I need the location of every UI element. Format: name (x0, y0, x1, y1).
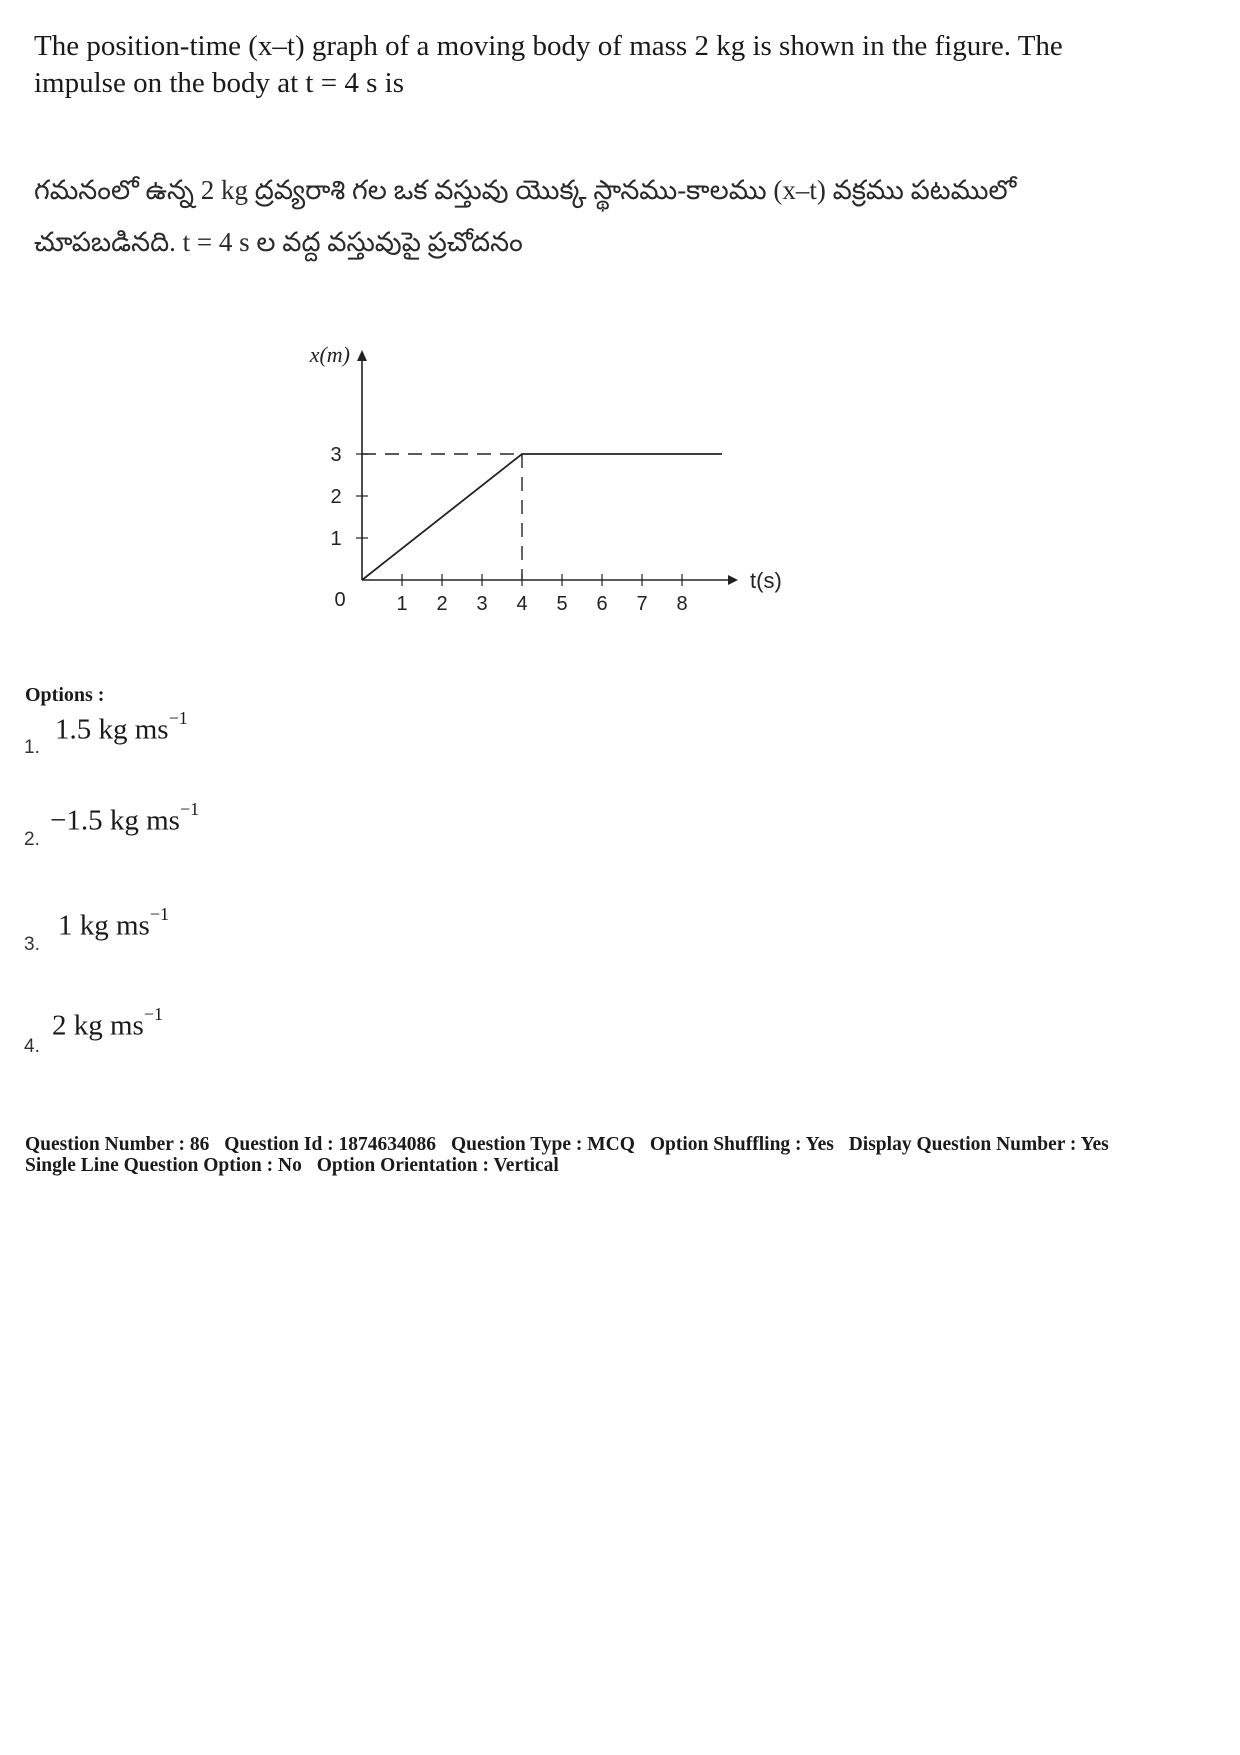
x-tick-label: 8 (676, 593, 688, 615)
option-4-number: 4. (24, 1036, 40, 1057)
y-axis-label: x(m) (309, 342, 350, 367)
option-1-exponent: −1 (168, 708, 188, 728)
x-axis-arrow (728, 575, 738, 585)
option-4[interactable] (52, 1004, 163, 1043)
option-3-number: 3. (24, 934, 40, 955)
options-title: Options : (25, 684, 105, 706)
option-1-value: 1.5 kg ms (55, 713, 169, 746)
option-shuffling: Option Shuffling : Yes (649, 1134, 834, 1155)
x-tick-label: 5 (556, 593, 568, 615)
option-3[interactable] (58, 904, 169, 943)
y-tick-label: 3 (330, 444, 342, 466)
display-question-number: Display Question Number : Yes (848, 1134, 1109, 1155)
option-3-value: 1 kg ms (58, 909, 150, 942)
option-2-number: 2. (24, 829, 40, 850)
option-4-exponent: −1 (143, 1004, 163, 1024)
option-2-value: −1.5 kg ms (50, 804, 180, 837)
question-english-line-2: impulse on the body at t = 4 s is (34, 67, 404, 99)
question-telugu-line-2: చూపబడినది. t = 4 s ల వద్ద వస్తువుపై ప్రచోదనం (34, 227, 523, 257)
series-line-position (362, 454, 722, 580)
metadata-line-1 (25, 1134, 1225, 1155)
option-1-number: 1. (24, 737, 40, 758)
single-line-option: Single Line Question Option : No (25, 1155, 302, 1176)
x-tick-label: 1 (396, 593, 408, 615)
x-tick-label: 2 (436, 593, 448, 615)
x-tick-label: 3 (476, 593, 488, 615)
option-2-exponent: −1 (179, 799, 200, 819)
option-3-exponent: −1 (149, 904, 169, 924)
x-axis-label: t(s) (750, 568, 782, 593)
question-english-line-1: The position-time (x–t) graph of a moving body of mass 2 kg is shown in the figure. The (34, 30, 1063, 62)
question-id: Question Id : 1874634086 (224, 1134, 437, 1155)
question-telugu (34, 164, 1214, 268)
option-orientation: Option Orientation : Vertical (316, 1155, 559, 1176)
x-tick-label: 7 (636, 593, 648, 615)
option-1[interactable] (55, 708, 188, 747)
question-metadata (25, 1134, 1225, 1176)
y-tick-label: 2 (330, 486, 342, 508)
origin-label: 0 (334, 589, 346, 611)
option-4-value: 2 kg ms (52, 1009, 144, 1042)
option-2[interactable] (50, 799, 200, 838)
question-telugu-line-1: గమనంలో ఉన్న 2 kg ద్రవ్యరాశి గల ఒక వస్తువు యొక్క స్థానము-కాలము (x–t) వక్రము పటములో (34, 175, 1017, 205)
question-number: Question Number : 86 (25, 1134, 210, 1155)
y-tick-label: 1 (330, 528, 342, 550)
question-type: Question Type : MCQ (450, 1134, 635, 1155)
question-english (34, 28, 1214, 102)
position-time-graph (280, 340, 820, 630)
x-tick-label: 6 (596, 593, 608, 615)
metadata-line-2 (25, 1155, 1225, 1176)
x-tick-label: 4 (516, 593, 528, 615)
y-axis-arrow (357, 350, 367, 361)
